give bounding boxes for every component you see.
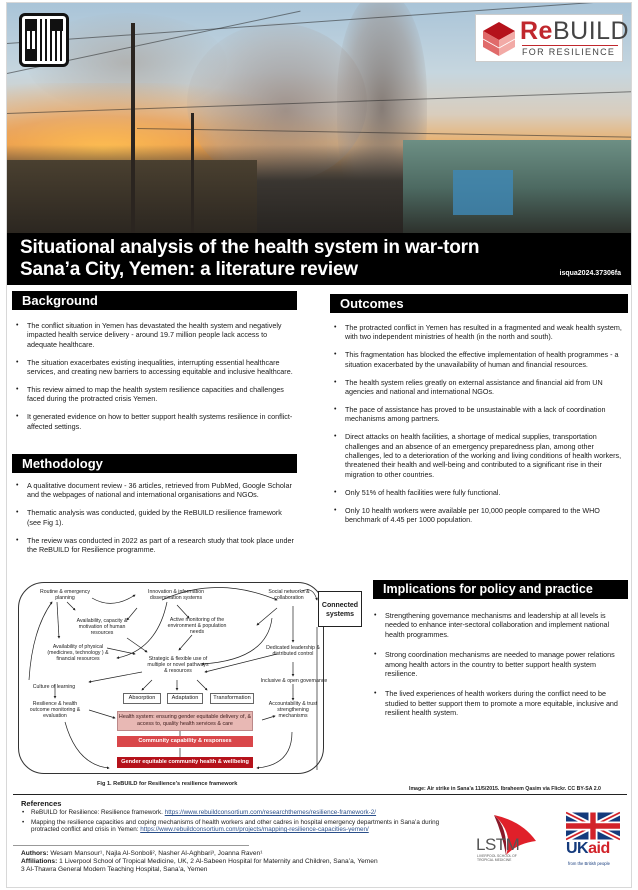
lstm-logo <box>470 811 540 871</box>
list-item: • The protracted conflict in Yemen has resulted in a fragmented and weak health system, with two independent ministries of health (in the north and south). <box>333 323 623 342</box>
arrow <box>197 680 207 690</box>
methodology-list <box>15 481 295 563</box>
title-line-2: Sana’a City, Yemen: a literature review <box>20 259 358 280</box>
arrow <box>29 602 52 680</box>
reference-link[interactable]: https://www.rebuildconsortium.com/researchthemes/resilience-framework-2/ <box>164 809 377 816</box>
utility-pole <box>131 23 135 235</box>
affiliations-label: Affiliations: <box>21 858 58 866</box>
node-leadership: Dedicated leadership & distributed control <box>266 645 320 658</box>
box-transformation: Transformation <box>210 693 254 704</box>
building-right <box>403 140 632 235</box>
arrow <box>179 635 192 650</box>
arrow <box>107 648 135 654</box>
rebuild-logo <box>475 14 630 62</box>
arrow <box>67 602 75 610</box>
authors-block <box>21 850 378 875</box>
poster-code: isqua2024.37306fa <box>559 270 621 277</box>
logo-wordmark <box>520 18 629 45</box>
arrow <box>89 672 142 682</box>
list-item: • This fragmentation has blocked the effective implementation of health programmes - a situation exacerbated by the unavailability of human and financial resources. <box>333 350 623 369</box>
background-list <box>15 321 295 440</box>
list-item: • The pace of assistance has proved to be unsustainable with a lack of coordination mechanisms among partners. <box>333 405 623 424</box>
node-routine-planning: Routine & emergency planning <box>40 589 90 602</box>
list-item: • The conflict situation in Yemen has devastated the health system and negatively impacted health service delivery - around 19.7 million people lack access to adequate healthcare. <box>15 321 295 349</box>
logo-build: BUILD <box>552 17 630 45</box>
arrow <box>257 732 292 768</box>
arrow <box>89 710 115 718</box>
logo-divider <box>522 45 618 46</box>
list-item: • Strong coordination mechanisms are needed to manage power relations among health actors in the country to better support health system resilience. <box>373 650 628 678</box>
node-inclusive-governance: Inclusive & open governance <box>260 678 328 684</box>
reference-text: Mapping the resilience capacities and coping mechanisms of health workers and other cadres in hospital emergency departments in Sana’a during protracted conflict and crisis in Yemen: <box>31 818 440 834</box>
poster-title <box>20 237 479 281</box>
implications-heading: Implications for policy and practice <box>373 580 628 599</box>
utility-pole <box>191 113 194 235</box>
authors-names: Wesam Mansour¹, Najla Al-Sonboli², Nasher Al-Aghbari³, Joanna Raven¹ <box>48 850 263 857</box>
affiliations-text-2: 3 Al-Thawra General Modern Teaching Hospital, Sana’a, Yemen <box>21 866 208 874</box>
list-item: • Only 10 health workers were available per 10,000 people compared to the WHO benchmark of 4.45 per 1000 population. <box>333 506 623 525</box>
union-jack-icon <box>566 811 620 841</box>
list-item: • A qualitative document review - 36 articles, retrieved from PubMed, Google Scholar and the webpages of national and international organisations and NGOs. <box>15 481 295 500</box>
node-active-monitoring: Active monitoring of the environment & population needs <box>167 617 227 636</box>
title-line-1: Situational analysis of the health system in war-torn <box>20 237 480 258</box>
bar-community-capability: Community capability & responses <box>117 736 253 747</box>
building-blue <box>453 170 513 215</box>
logo-tagline: FOR RESILIENCE <box>522 47 616 57</box>
node-outcome-monitoring: Resilience & health outcome monitoring & evaluation <box>29 701 81 720</box>
ukaid-logo <box>564 811 622 873</box>
node-physical-resources: Availability of physical (medicines, technology ) & financial resources <box>47 644 109 663</box>
qr-code[interactable] <box>19 13 69 67</box>
title-bar <box>7 233 632 285</box>
list-item: • The review was conducted in 2022 as part of a research study that took place under the ReBUILD for Resilience programme. <box>15 536 295 555</box>
qr-pattern <box>25 19 63 61</box>
node-accountability: Accountability & trust strengthening mechanisms <box>268 701 318 720</box>
cube-icon <box>482 21 516 57</box>
affiliations-text: 1 Liverpool School of Tropical Medicine, UK, 2 Al-Sabeen Hospital for Maternity and Children, Sana’a, Yemen <box>57 858 378 866</box>
box-health-system: Health system: ensuring gender equitable delivery of, & access to, quality health services & care <box>117 711 253 731</box>
ukaid-tagline: from the British people <box>568 861 610 866</box>
methodology-heading: Methodology <box>12 454 297 473</box>
arrow <box>142 680 152 690</box>
authors-label: Authors: <box>21 850 49 857</box>
affiliations-line <box>21 858 378 866</box>
node-culture-of-learning: Culture of learning <box>32 684 76 690</box>
authors-line <box>21 850 378 858</box>
reference-item <box>21 819 461 834</box>
box-adaptation: Adaptation <box>167 693 203 704</box>
list-item: • Only 51% of health facilities were fully functional. <box>333 488 623 497</box>
hero-photo <box>7 3 632 235</box>
arrow <box>257 608 277 625</box>
reference-item <box>21 809 461 817</box>
figure-caption: Fig 1. ReBUILD for Resilience’s resilience framework <box>97 781 238 787</box>
logo-re: Re <box>520 17 553 45</box>
list-item: • The situation exacerbates existing inequalities, interrupting essential healthcare services, and creating new barriers to accessing equitable and inclusive healthcare. <box>15 358 295 377</box>
outcomes-heading: Outcomes <box>330 294 628 313</box>
box-connected-systems: Connected systems <box>318 591 362 627</box>
list-item: • It generated evidence on how to better support health systems resilience in conflict-affected settings. <box>15 412 295 431</box>
list-item: • The health system relies greatly on external assistance and financial aid from UN agencies and national and international NGOs. <box>333 378 623 397</box>
divider <box>13 794 627 795</box>
ukaid-wordmark <box>566 840 610 858</box>
arrow <box>57 602 59 638</box>
ukaid-aid: aid <box>588 840 610 857</box>
image-credit: Image: Air strike in Sana’a 11/5/2015. Ibraheem Qasim via Flickr. CC BY-SA 2.0 <box>409 786 601 792</box>
arrow <box>65 722 109 768</box>
list-item: • Direct attacks on health facilities, a shortage of medical supplies, transportation challenges and an absence of an emergency preparedness plan, among other challenges, led to a deterioration of the working and living conditions of health workers, threatened their health and well-being and contributed to a significant rise in their migration to other countries. <box>333 432 623 479</box>
bar-gender-equitable-health: Gender equitable community health & wellbeing <box>117 757 253 768</box>
background-heading: Background <box>12 291 297 310</box>
lstm-wordmark: LSTM <box>476 835 520 854</box>
references-heading: References <box>21 799 62 808</box>
node-strategic-use: Strategic & flexible use of multiple or novel pathways & resources <box>147 656 209 675</box>
box-absorption: Absorption <box>123 693 161 704</box>
list-item: • The lived experiences of health workers during the conflict need to be studied to better support them to promote a more equitable, inclusive and resilient health system. <box>373 689 628 717</box>
outcomes-list <box>333 323 623 533</box>
resilience-framework-diagram <box>17 580 359 778</box>
implications-list <box>373 611 628 726</box>
poster <box>6 2 632 888</box>
divider <box>13 845 249 846</box>
ukaid-uk: UK <box>566 840 589 857</box>
node-innovation: Innovation & information dissemination systems <box>148 589 204 602</box>
references-list <box>21 809 461 836</box>
lstm-tagline: LIVERPOOL SCHOOL OF TROPICAL MEDICINE <box>477 854 517 862</box>
reference-text: ReBUILD for Resilience: Resilience framework. <box>31 809 165 816</box>
node-human-resources: Availability, capacity & motivation of human resources <box>76 618 128 637</box>
node-social-networks: Social networks & collaboration <box>268 589 310 602</box>
list-item: • Thematic analysis was conducted, guided by the ReBUILD resilience framework (see Fig 1). <box>15 508 295 527</box>
reference-link[interactable]: https://www.rebuildconsortium.com/projects/mapping-resilience-capacities-yemen/ <box>140 826 369 834</box>
list-item: • This review aimed to map the health system resilience capacities and challenges faced during the protracted crisis Yemen. <box>15 385 295 404</box>
list-item: • Strengthening governance mechanisms and leadership at all levels is needed to enhance inter-sectoral collaboration and implement national health programmes. <box>373 611 628 639</box>
arrow <box>92 595 135 603</box>
